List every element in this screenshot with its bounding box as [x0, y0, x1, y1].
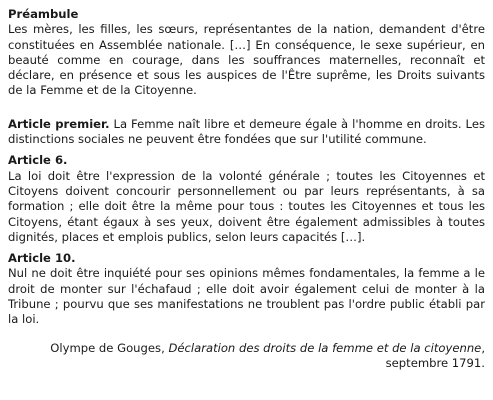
- source-title: Déclaration des droits de la femme et de la citoyenne: [168, 340, 482, 355]
- source-date: , septembre 1791.: [385, 340, 485, 370]
- article-10-heading: Article 10.: [8, 251, 76, 266]
- article-1-heading: Article premier.: [8, 116, 110, 131]
- article-1-section: [8, 117, 485, 148]
- document-page: [8, 7, 485, 371]
- article-1-text: La Femme naît libre et demeure égale à l'homme en droits. Les distinctions sociales ne peuvent être fondées que sur l'utilité commune.: [8, 116, 485, 147]
- article-6-text: La loi doit être l'expression de la volonté générale ; toutes les Citoyennes et Citoyens doivent concourir personnellement ou par leurs représentants, à sa formation ; elle doit être la même pour tous : toutes les Citoyennes et tous les Citoyens, étant égaux à ses yeux, doivent être également admissibles à toutes dignités, places et emplois publics, selon leurs capacités […].: [8, 168, 485, 244]
- preamble-heading: Préambule: [8, 7, 79, 21]
- article-10-text: Nul ne doit être inquiété pour ses opinions mêmes fondamentales, la femme a le droit de monter sur l'échafaud ; elle doit avoir également celui de monter à la Tribune ; pourvu que ses manifestations ne troublent pas l'ordre public établi par la loi.: [8, 266, 485, 327]
- source-author: Olympe de Gouges,: [50, 340, 169, 355]
- article-10-section: [8, 251, 485, 327]
- source-citation: [8, 341, 485, 372]
- article-6-heading: Article 6.: [8, 153, 68, 168]
- article-6-section: [8, 153, 485, 245]
- preamble-section: [8, 7, 485, 99]
- preamble-text: Les mères, les filles, les sœurs, représentantes de la nation, demandent d'être constituées en Assemblée nationale. […] En conséquence, le sexe supérieur, en beauté comme en courage, dans les souffrances maternelles, reconnaît et déclare, en présence et sous les auspices de l'Être suprême, les Droits suivants de la Femme et de la Citoyenne.: [8, 22, 485, 98]
